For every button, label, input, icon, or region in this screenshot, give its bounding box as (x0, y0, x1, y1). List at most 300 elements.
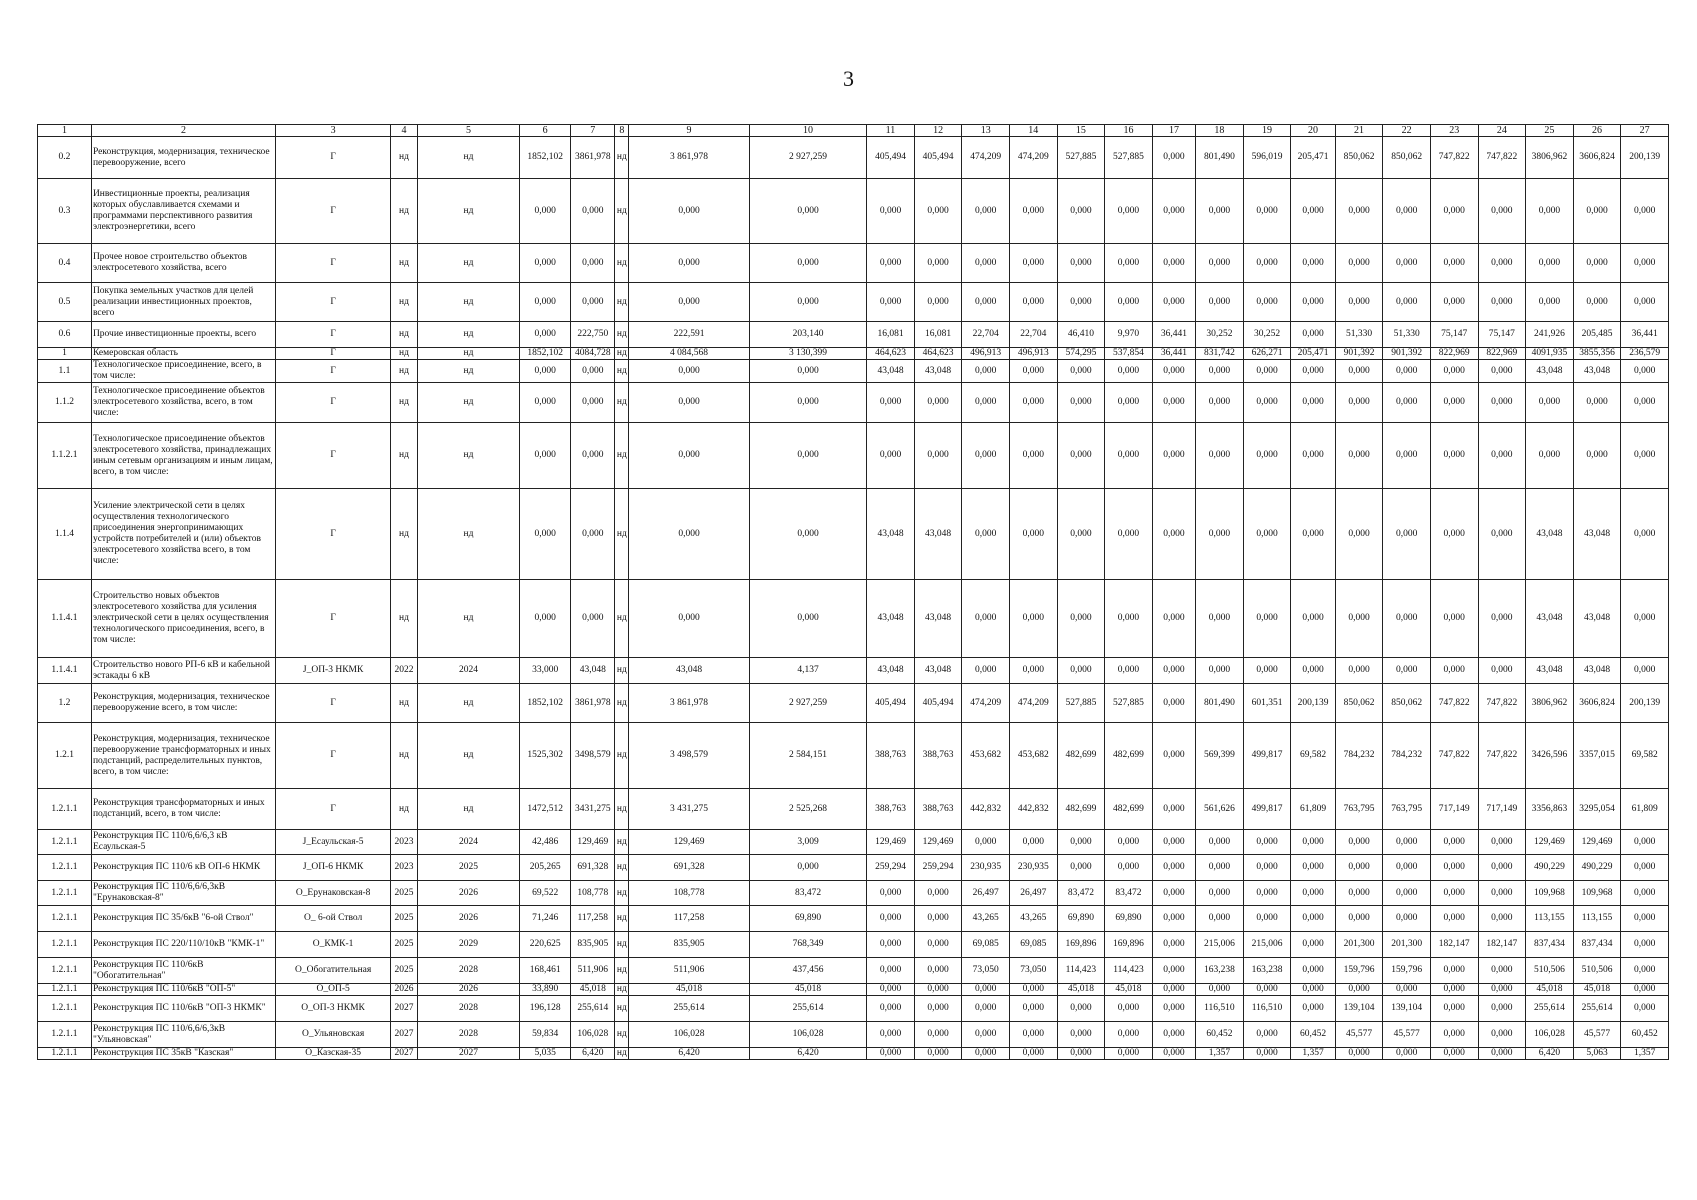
table-row (38, 984, 1669, 996)
row-code-cell: 0.3 (38, 179, 92, 244)
value-cell: 763,795 (1335, 789, 1383, 830)
value-cell: 43,048 (1526, 360, 1574, 383)
value-cell: 511,906 (629, 958, 750, 984)
page-number: 3 (843, 66, 854, 91)
value-cell: 0,000 (629, 244, 750, 283)
row-code-cell: 1.1.4 (38, 489, 92, 580)
value-cell: нд (391, 322, 417, 348)
value-cell: 0,000 (1057, 423, 1105, 489)
value-cell: 0,000 (749, 855, 866, 881)
value-cell: нд (615, 283, 629, 322)
value-cell: 691,328 (629, 855, 750, 881)
value-cell: 0,000 (1243, 244, 1291, 283)
project-name-cell: Технологическое присоединение, всего, в том числе: (91, 360, 275, 383)
value-cell: 2028 (417, 958, 520, 984)
value-cell: 83,472 (1105, 881, 1153, 906)
value-cell: 129,469 (629, 830, 750, 855)
project-name-cell: Реконструкция ПС 35/6кВ "6-ой Ствол" (91, 906, 275, 932)
value-cell: 255,614 (1573, 996, 1621, 1022)
value-cell: 0,000 (520, 283, 571, 322)
value-cell: 0,000 (1335, 580, 1383, 658)
value-cell: 3 861,978 (629, 684, 750, 723)
value-cell: 43,048 (914, 580, 962, 658)
value-cell: нд (391, 360, 417, 383)
value-cell: 0,000 (1009, 1048, 1057, 1060)
value-cell: 159,796 (1335, 958, 1383, 984)
project-name-cell: Реконструкция ПС 110/6,6/6,3кВ "Ульяновская" (91, 1022, 275, 1048)
value-cell: 0,000 (914, 383, 962, 423)
project-id-cell: Г (275, 580, 390, 658)
value-cell: 747,822 (1430, 723, 1478, 789)
value-cell: нд (417, 348, 520, 360)
project-id-cell: О_Ульяновская (275, 1022, 390, 1048)
value-cell: нд (391, 489, 417, 580)
value-cell: 6,420 (571, 1048, 615, 1060)
value-cell: 0,000 (867, 244, 915, 283)
value-cell: 0,000 (1243, 489, 1291, 580)
value-cell: 0,000 (1009, 383, 1057, 423)
value-cell: 6,420 (629, 1048, 750, 1060)
project-id-cell: Г (275, 283, 390, 322)
value-cell: 0,000 (1243, 984, 1291, 996)
value-cell: 0,000 (1291, 322, 1335, 348)
value-cell: 205,471 (1291, 348, 1335, 360)
value-cell: 0,000 (1105, 1022, 1153, 1048)
value-cell: 45,018 (1526, 984, 1574, 996)
row-code-cell: 1 (38, 348, 92, 360)
value-cell: 527,885 (1105, 137, 1153, 179)
value-cell: 5,035 (520, 1048, 571, 1060)
table-row (38, 906, 1669, 932)
project-name-cell: Реконструкция ПС 110/6,6/6,3кВ "Ерунаковская-8" (91, 881, 275, 906)
value-cell: 1,357 (1621, 1048, 1669, 1060)
project-id-cell: Г (275, 179, 390, 244)
row-code-cell: 1.2.1.1 (38, 1048, 92, 1060)
value-cell: 0,000 (1196, 489, 1244, 580)
value-cell: нд (615, 580, 629, 658)
value-cell: 116,510 (1243, 996, 1291, 1022)
value-cell: 255,614 (629, 996, 750, 1022)
value-cell: 222,591 (629, 322, 750, 348)
value-cell: 0,000 (914, 1048, 962, 1060)
table-row (38, 830, 1669, 855)
value-cell: 0,000 (1291, 932, 1335, 958)
value-cell: 0,000 (1383, 881, 1431, 906)
value-cell: 0,000 (571, 360, 615, 383)
value-cell: 109,968 (1526, 881, 1574, 906)
value-cell: 0,000 (1196, 283, 1244, 322)
value-cell: 0,000 (1335, 283, 1383, 322)
value-cell: 129,469 (1526, 830, 1574, 855)
value-cell: 0,000 (1152, 1048, 1195, 1060)
value-cell: 0,000 (914, 906, 962, 932)
value-cell: 0,000 (1573, 383, 1621, 423)
value-cell: 69,522 (520, 881, 571, 906)
value-cell: 201,300 (1383, 932, 1431, 958)
value-cell: 0,000 (1621, 881, 1669, 906)
value-cell: 45,018 (749, 984, 866, 996)
value-cell: 0,000 (1621, 984, 1669, 996)
value-cell: нд (616, 1048, 627, 1058)
value-cell: 0,000 (1430, 906, 1478, 932)
row-code-cell: 1.2.1.1 (38, 830, 92, 855)
column-header: 2 (91, 125, 275, 137)
value-cell: 527,885 (1105, 684, 1153, 723)
value-cell: 0,000 (1152, 684, 1195, 723)
row-code-cell: 1.2.1.1 (38, 996, 92, 1022)
value-cell: 0,000 (1621, 580, 1669, 658)
value-cell: 850,062 (1383, 684, 1431, 723)
value-cell: 6,420 (1526, 1048, 1574, 1060)
value-cell: 43,048 (867, 489, 915, 580)
value-cell: 0,000 (867, 932, 915, 958)
value-cell: 0,000 (1430, 1048, 1478, 1060)
table-row (38, 658, 1669, 684)
value-cell: 2027 (391, 1022, 417, 1048)
value-cell: 2023 (391, 855, 417, 881)
value-cell: нд (417, 723, 520, 789)
value-cell: 2025 (391, 958, 417, 984)
value-cell: 60,452 (1196, 1022, 1244, 1048)
value-cell: 259,294 (914, 855, 962, 881)
value-cell: 0,000 (1291, 489, 1335, 580)
value-cell: 222,750 (571, 322, 615, 348)
row-code-cell: 1.2.1.1 (38, 789, 92, 830)
value-cell: 2023 (391, 830, 417, 855)
value-cell: 45,018 (1057, 984, 1105, 996)
value-cell: 255,614 (749, 996, 866, 1022)
project-id-cell: О_Ерунаковская-8 (275, 881, 390, 906)
value-cell: 0,000 (1105, 179, 1153, 244)
value-cell: 0,000 (1105, 855, 1153, 881)
value-cell: нд (615, 684, 629, 723)
value-cell: 59,834 (520, 1022, 571, 1048)
row-code-cell: 1.1.4.1 (38, 658, 92, 684)
value-cell: 0,000 (1152, 906, 1195, 932)
project-id-cell: Г (275, 383, 390, 423)
column-header: 8 (615, 125, 629, 137)
value-cell: 0,000 (1383, 489, 1431, 580)
value-cell: 30,252 (1243, 322, 1291, 348)
value-cell: 0,000 (867, 906, 915, 932)
value-cell: 106,028 (1526, 1022, 1574, 1048)
row-code-cell: 1.2.1.1 (38, 984, 92, 996)
value-cell: 0,000 (1621, 360, 1669, 383)
value-cell: 0,000 (1478, 658, 1526, 684)
value-cell: 0,000 (1105, 489, 1153, 580)
project-name-cell: Технологическое присоединение объектов электросетевого хозяйства, принадлежащих иным сетевым организациям и иным лицам, всего, в том числе: (91, 423, 275, 489)
value-cell: 0,000 (1057, 1022, 1105, 1048)
value-cell: 474,209 (1009, 137, 1057, 179)
row-code-cell: 0.5 (38, 283, 92, 322)
value-cell: 0,000 (1383, 855, 1431, 881)
value-cell: 0,000 (520, 244, 571, 283)
value-cell: 388,763 (867, 723, 915, 789)
value-cell: 0,000 (1526, 283, 1574, 322)
value-cell: 139,104 (1383, 996, 1431, 1022)
value-cell: 747,822 (1430, 137, 1478, 179)
value-cell: 2026 (417, 881, 520, 906)
value-cell: 0,000 (1243, 658, 1291, 684)
column-header: 6 (520, 125, 571, 137)
value-cell: нд (391, 423, 417, 489)
value-cell: 388,763 (867, 789, 915, 830)
value-cell: 60,452 (1621, 1022, 1669, 1048)
value-cell: 0,000 (749, 283, 866, 322)
value-cell: 43,048 (867, 360, 915, 383)
value-cell: 0,000 (962, 996, 1010, 1022)
value-cell: 45,577 (1335, 1022, 1383, 1048)
value-cell: 0,000 (1430, 830, 1478, 855)
project-name-cell: Прочее новое строительство объектов электросетевого хозяйства, всего (91, 244, 275, 283)
value-cell: 901,392 (1335, 348, 1383, 360)
value-cell: 0,000 (1291, 906, 1335, 932)
value-cell: 0,000 (1383, 179, 1431, 244)
value-cell: 801,490 (1196, 137, 1244, 179)
value-cell: 0,000 (1383, 1048, 1431, 1060)
value-cell: 0,000 (1478, 360, 1526, 383)
column-header: 25 (1526, 125, 1574, 137)
value-cell: 0,000 (1478, 984, 1526, 996)
value-cell: 499,817 (1243, 723, 1291, 789)
value-cell: 4 084,568 (629, 348, 750, 360)
project-name-cell: Реконструкция ПС 220/110/10кВ "КМК-1" (91, 932, 275, 958)
column-header: 5 (417, 125, 520, 137)
value-cell: 405,494 (914, 684, 962, 723)
value-cell: 0,000 (914, 958, 962, 984)
value-cell: 196,128 (520, 996, 571, 1022)
value-cell: 0,000 (1526, 179, 1574, 244)
value-cell: 0,000 (1105, 996, 1153, 1022)
value-cell: 0,000 (914, 996, 962, 1022)
value-cell: 474,209 (962, 137, 1010, 179)
value-cell: нд (391, 244, 417, 283)
value-cell: 108,778 (571, 881, 615, 906)
value-cell: 71,246 (520, 906, 571, 932)
value-cell: 241,926 (1526, 322, 1574, 348)
value-cell: 0,000 (1478, 996, 1526, 1022)
value-cell: 0,000 (1196, 830, 1244, 855)
value-cell: нд (615, 244, 629, 283)
project-name-cell: Реконструкция, модернизация, техническое перевооружение, всего (91, 137, 275, 179)
value-cell: нд (417, 179, 520, 244)
value-cell: 0,000 (1105, 360, 1153, 383)
value-cell: 169,896 (1105, 932, 1153, 958)
value-cell: 117,258 (571, 906, 615, 932)
column-header: 19 (1243, 125, 1291, 137)
value-cell: 4091,935 (1526, 348, 1574, 360)
table-row (38, 322, 1669, 348)
value-cell: 2025 (391, 906, 417, 932)
value-cell: 0,000 (1105, 830, 1153, 855)
value-cell: 0,000 (1009, 244, 1057, 283)
value-cell: 0,000 (1105, 244, 1153, 283)
value-cell: 527,885 (1057, 684, 1105, 723)
value-cell: нд (615, 489, 629, 580)
row-code-cell: 1.1.2 (38, 383, 92, 423)
table-row (38, 423, 1669, 489)
project-id-cell: J_Есаульская-5 (275, 830, 390, 855)
value-cell: 0,000 (1057, 580, 1105, 658)
table-row (38, 244, 1669, 283)
value-cell: 0,000 (962, 283, 1010, 322)
value-cell: 0,000 (867, 881, 915, 906)
value-cell: 3 431,275 (629, 789, 750, 830)
value-cell: 0,000 (749, 580, 866, 658)
value-cell: 69,890 (1105, 906, 1153, 932)
value-cell: 0,000 (1383, 984, 1431, 996)
value-cell: 0,000 (1335, 984, 1383, 996)
value-cell: 106,028 (749, 1022, 866, 1048)
value-cell: 0,000 (1621, 383, 1669, 423)
value-cell: 22,704 (1009, 322, 1057, 348)
project-name-cell: Реконструкция ПС 110/6кВ "Обогатительная" (91, 958, 275, 984)
value-cell: 230,935 (1009, 855, 1057, 881)
table-row (38, 348, 1669, 360)
project-id-cell: Г (275, 322, 390, 348)
value-cell: 0,000 (962, 423, 1010, 489)
value-cell: 596,019 (1243, 137, 1291, 179)
value-cell: 0,000 (1430, 984, 1478, 996)
row-code-cell: 0.2 (38, 137, 92, 179)
value-cell: 511,906 (571, 958, 615, 984)
value-cell: 3498,579 (571, 723, 615, 789)
value-cell: 0,000 (1152, 244, 1195, 283)
value-cell: 0,000 (1243, 906, 1291, 932)
value-cell: 26,497 (962, 881, 1010, 906)
value-cell: 0,000 (1291, 658, 1335, 684)
value-cell: 0,000 (1478, 958, 1526, 984)
value-cell: 0,000 (1196, 179, 1244, 244)
value-cell: 0,000 (1478, 580, 1526, 658)
value-cell: 0,000 (1335, 179, 1383, 244)
value-cell: 2026 (391, 984, 417, 996)
value-cell: 0,000 (1621, 996, 1669, 1022)
value-cell: 0,000 (520, 383, 571, 423)
value-cell: нд (417, 244, 520, 283)
value-cell: 0,000 (1291, 423, 1335, 489)
value-cell: 1,357 (1291, 1048, 1335, 1060)
value-cell: 442,832 (1009, 789, 1057, 830)
table-row (38, 360, 1669, 383)
investment-table-container (37, 124, 1669, 1060)
value-cell: нд (391, 137, 417, 179)
row-code-cell: 0.4 (38, 244, 92, 283)
value-cell: 3606,824 (1573, 684, 1621, 723)
value-cell: 4,137 (749, 658, 866, 684)
value-cell: 0,000 (1105, 283, 1153, 322)
value-cell: 3606,824 (1573, 137, 1621, 179)
value-cell: 822,969 (1478, 348, 1526, 360)
value-cell: 0,000 (1478, 179, 1526, 244)
value-cell: 0,000 (1383, 906, 1431, 932)
value-cell: 0,000 (962, 244, 1010, 283)
value-cell: 0,000 (629, 283, 750, 322)
value-cell: 510,506 (1573, 958, 1621, 984)
value-cell: 0,000 (1335, 489, 1383, 580)
value-cell: 0,000 (1152, 830, 1195, 855)
value-cell: 453,682 (1009, 723, 1057, 789)
table-row (38, 684, 1669, 723)
value-cell: 0,000 (1430, 958, 1478, 984)
value-cell: 0,000 (1105, 1048, 1153, 1060)
value-cell: 0,000 (867, 996, 915, 1022)
value-cell: 0,000 (749, 423, 866, 489)
project-name-cell: Строительство нового РП-6 кВ и кабельной эстакады 6 кВ (91, 658, 275, 684)
column-number-row (38, 125, 1669, 137)
column-header: 18 (1196, 125, 1244, 137)
value-cell: нд (615, 360, 629, 383)
value-cell: 561,626 (1196, 789, 1244, 830)
value-cell: 2 927,259 (749, 684, 866, 723)
value-cell: 822,969 (1430, 348, 1478, 360)
value-cell: 0,000 (1621, 423, 1669, 489)
table-body (38, 137, 1669, 1060)
value-cell: 626,271 (1243, 348, 1291, 360)
value-cell: 43,048 (1526, 658, 1574, 684)
table-row (38, 580, 1669, 658)
value-cell: 230,935 (962, 855, 1010, 881)
value-cell: 0,000 (1335, 830, 1383, 855)
value-cell: 0,000 (1291, 383, 1335, 423)
value-cell: 43,048 (914, 489, 962, 580)
value-cell: 831,742 (1196, 348, 1244, 360)
value-cell: 117,258 (629, 906, 750, 932)
value-cell: 255,614 (571, 996, 615, 1022)
value-cell: 0,000 (749, 179, 866, 244)
value-cell: 0,000 (1009, 283, 1057, 322)
value-cell: 0,000 (1243, 283, 1291, 322)
value-cell: 0,000 (914, 283, 962, 322)
value-cell: 0,000 (629, 489, 750, 580)
value-cell: 837,434 (1526, 932, 1574, 958)
value-cell: 0,000 (1291, 984, 1335, 996)
column-header: 9 (629, 125, 750, 137)
value-cell: 0,000 (1621, 283, 1669, 322)
row-code-cell: 1.2.1.1 (38, 958, 92, 984)
value-cell: 0,000 (914, 423, 962, 489)
value-cell: 0,000 (1383, 383, 1431, 423)
value-cell: 69,890 (749, 906, 866, 932)
value-cell: 0,000 (867, 179, 915, 244)
value-cell: 482,699 (1057, 723, 1105, 789)
value-cell: 0,000 (629, 179, 750, 244)
value-cell: 215,006 (1243, 932, 1291, 958)
value-cell: 0,000 (1152, 881, 1195, 906)
value-cell: 0,000 (1152, 423, 1195, 489)
value-cell: 205,485 (1573, 322, 1621, 348)
value-cell: 0,000 (1243, 1048, 1291, 1060)
value-cell: 36,441 (1152, 322, 1195, 348)
value-cell: 0,000 (1057, 360, 1105, 383)
value-cell: 0,000 (1243, 179, 1291, 244)
project-id-cell: Г (275, 684, 390, 723)
value-cell: 203,140 (749, 322, 866, 348)
value-cell: 0,000 (1152, 137, 1195, 179)
value-cell: 0,000 (962, 658, 1010, 684)
value-cell: 388,763 (914, 723, 962, 789)
column-header: 15 (1057, 125, 1105, 137)
value-cell: 3357,015 (1573, 723, 1621, 789)
value-cell: 0,000 (749, 244, 866, 283)
value-cell: нд (615, 322, 629, 348)
value-cell: 114,423 (1057, 958, 1105, 984)
value-cell: 2026 (417, 984, 520, 996)
column-header: 13 (962, 125, 1010, 137)
table-row (38, 137, 1669, 179)
value-cell: 0,000 (1291, 283, 1335, 322)
value-cell: 0,000 (1009, 489, 1057, 580)
